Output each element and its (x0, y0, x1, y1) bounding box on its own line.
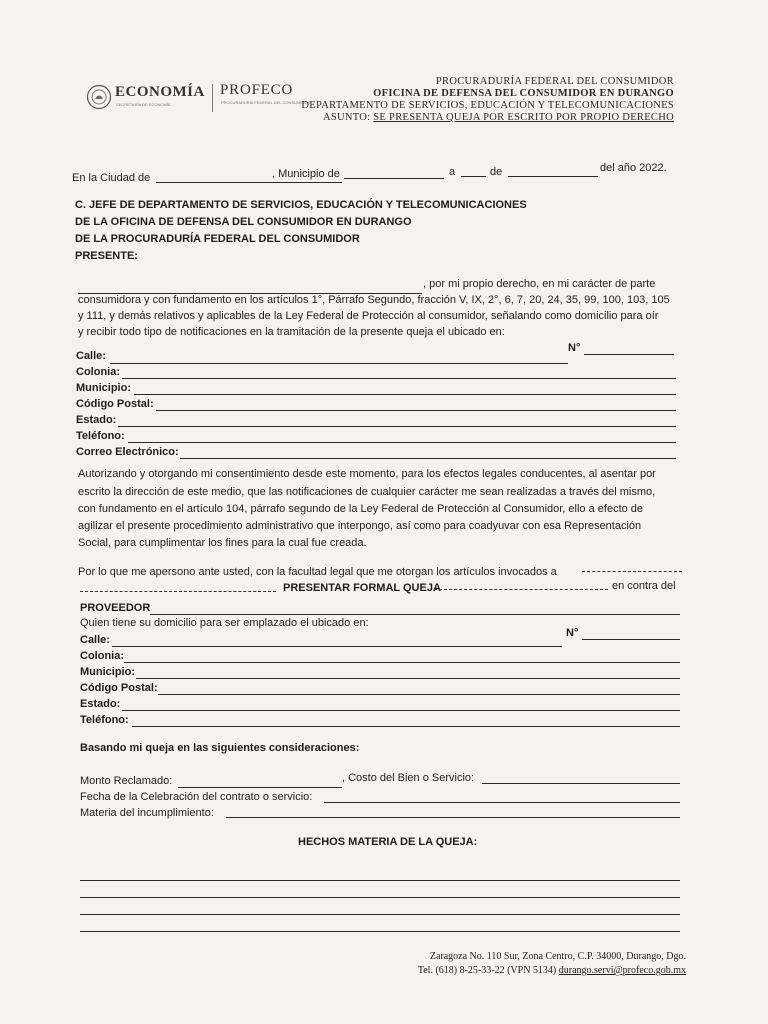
provider-cp-field[interactable] (158, 694, 680, 695)
provider-telefono-label: Teléfono: (80, 714, 129, 726)
hechos-line-1[interactable] (80, 880, 680, 881)
footer-address: Zaragoza No. 110 Sur, Zona Centro, C.P. 34000, Durango, Dgo. (429, 951, 686, 962)
asunto-label: ASUNTO: (322, 112, 374, 123)
numero-field[interactable] (584, 354, 674, 355)
telefono-label: Teléfono: (76, 430, 125, 442)
materia-field[interactable] (226, 817, 680, 818)
municipio-field[interactable] (344, 178, 444, 179)
provider-cp-label: Código Postal: (80, 682, 158, 694)
intro-line-4: y recibir todo tipo de notificaciones en la tramitación de la presente queja el ubicado en: (78, 326, 505, 338)
fecha-field[interactable] (324, 802, 680, 803)
considerations-title: Basando mi queja en las siguientes consideraciones: (80, 742, 360, 754)
provider-domicilio-text: Quien tiene su domicilio para ser emplazado el ubicado en: (80, 617, 369, 629)
municipio-label: , Municipio de (272, 168, 340, 180)
ciudad-field[interactable] (156, 182, 342, 183)
provider-colonia-field[interactable] (124, 662, 680, 663)
hechos-line-2[interactable] (80, 897, 680, 898)
monto-label: Monto Reclamado: (80, 775, 173, 787)
apersono-line: Por lo que me apersono ante usted, con la facultad legal que me otorgan los artículos invocados a (78, 566, 557, 578)
correo-field[interactable] (180, 458, 676, 459)
consent-line-5: Social, para cumplimentar los fines para la cual fue creada. (78, 537, 367, 549)
consent-line-2: escrito la dirección de este medio, que las notificaciones de cualquier carácter me sean realizadas a través del mismo, (78, 486, 656, 498)
consent-line-4: agilizar el presente procedimiento administrativo que interpongo, así como para coadyuvar con esa Representación (78, 520, 642, 532)
provider-calle-field[interactable] (112, 646, 562, 647)
provider-estado-label: Estado: (80, 698, 121, 710)
consent-line-1: Autorizando y otorgando mi consentimiento desde este momento, para los efectos legales conducentes, al asentar por (78, 468, 656, 480)
addressee-line-2: DE LA OFICINA DE DEFENSA DEL CONSUMIDOR EN DURANGO (75, 216, 412, 228)
municipio-field[interactable] (134, 394, 676, 395)
economia-subtitle: SECRETARÍA DE ECONOMÍA (116, 102, 171, 107)
costo-label: , Costo del Bien o Servicio: (342, 772, 475, 784)
hechos-title: HECHOS MATERIA DE LA QUEJA: (298, 836, 478, 848)
en-contra-label: en contra del (612, 580, 676, 592)
logo-divider (212, 84, 213, 112)
materia-label: Materia del incumplimiento: (80, 807, 214, 819)
header-line-1: PROCURADURÍA FEDERAL DEL CONSUMIDOR (435, 76, 674, 87)
monto-field[interactable] (178, 787, 342, 788)
provider-numero-field[interactable] (582, 639, 680, 640)
asunto-text: SE PRESENTA QUEJA POR ESCRITO POR PROPIO DERECHO (373, 112, 674, 123)
footer-email[interactable]: durango.servi@profeco.gob.mx (558, 965, 686, 976)
anio-label: del año 2022. (600, 162, 667, 174)
apersono-dash-3 (434, 589, 608, 590)
provider-municipio-field[interactable] (136, 678, 680, 679)
hechos-line-4[interactable] (80, 931, 680, 932)
dia-field[interactable] (461, 176, 486, 177)
presentar-queja-label: PRESENTAR FORMAL QUEJA (283, 582, 441, 594)
proveedor-field[interactable] (150, 614, 680, 615)
header-asunto (323, 112, 674, 123)
profeco-logo: PROFECO (220, 82, 294, 98)
dia-prefix: a (449, 166, 456, 178)
fecha-label: Fecha de la Celebración del contrato o servicio: (80, 791, 313, 803)
intro-line-2: consumidora y con fundamento en los artículos 1°, Párrafo Segundo, fracción V, IX, 2°, 6, 7, 20, 24, 35, 99, 100, 103, 105 (78, 294, 670, 306)
addressee-line-3: DE LA PROCURADURÍA FEDERAL DEL CONSUMIDOR (75, 233, 360, 245)
ciudad-label: En la Ciudad de (72, 172, 151, 184)
provider-colonia-label: Colonia: (80, 650, 124, 662)
economia-logo: ECONOMÍA (115, 84, 205, 100)
consent-line-3: con fundamento en el artículo 104, párrafo segundo de la Ley Federal de Protección al Consumidor, ello a efecto de (78, 503, 644, 515)
calle-label: Calle: (76, 350, 106, 362)
provider-numero-label: N° (566, 627, 579, 639)
estado-label: Estado: (76, 414, 117, 426)
intro-line-3: y 111, y demás relativos y aplicables de la Ley Federal de Protección al consumidor, señalando como domicilio para oír (78, 310, 659, 322)
footer-tel: Tel. (618) 8-25-33-22 (VPN 5134) (417, 965, 559, 976)
estado-field[interactable] (118, 426, 676, 427)
addressee-line-1: C. JEFE DE DEPARTAMENTO DE SERVICIOS, EDUCACIÓN Y TELECOMUNICACIONES (75, 199, 527, 211)
calle-field[interactable] (110, 363, 568, 364)
colonia-field[interactable] (122, 378, 676, 379)
costo-field[interactable] (482, 783, 680, 784)
hechos-line-3[interactable] (80, 914, 680, 915)
intro-line-1: , por mi propio derecho, en mi carácter de parte (423, 278, 656, 290)
numero-label: N° (568, 342, 581, 354)
mes-field[interactable] (508, 176, 598, 177)
addressee-line-4: PRESENTE: (75, 250, 138, 262)
cp-label: Código Postal: (76, 398, 154, 410)
date-line (72, 162, 692, 184)
provider-telefono-field[interactable] (132, 726, 680, 727)
telefono-field[interactable] (128, 442, 676, 443)
provider-calle-label: Calle: (80, 634, 110, 646)
provider-estado-field[interactable] (122, 710, 680, 711)
profeco-subtitle: PROCURADURÍA FEDERAL DEL CONSUMIDOR (221, 100, 311, 105)
colonia-label: Colonia: (76, 366, 120, 378)
apersono-dash-2 (80, 591, 276, 592)
provider-municipio-label: Municipio: (80, 666, 135, 678)
header-line-3: DEPARTAMENTO DE SERVICIOS, EDUCACIÓN Y TELECOMUNICACIONES (301, 100, 674, 111)
correo-label: Correo Electrónico: (76, 446, 179, 458)
proveedor-label: PROVEEDOR (80, 602, 151, 614)
seal-icon (86, 84, 112, 110)
mes-prefix: de (490, 166, 503, 178)
footer-contact (418, 965, 686, 976)
apersono-dash-1 (582, 571, 682, 572)
header-line-2: OFICINA DE DEFENSA DEL CONSUMIDOR EN DURANGO (373, 88, 674, 99)
municipio-label: Municipio: (76, 382, 131, 394)
cp-field[interactable] (156, 410, 676, 411)
